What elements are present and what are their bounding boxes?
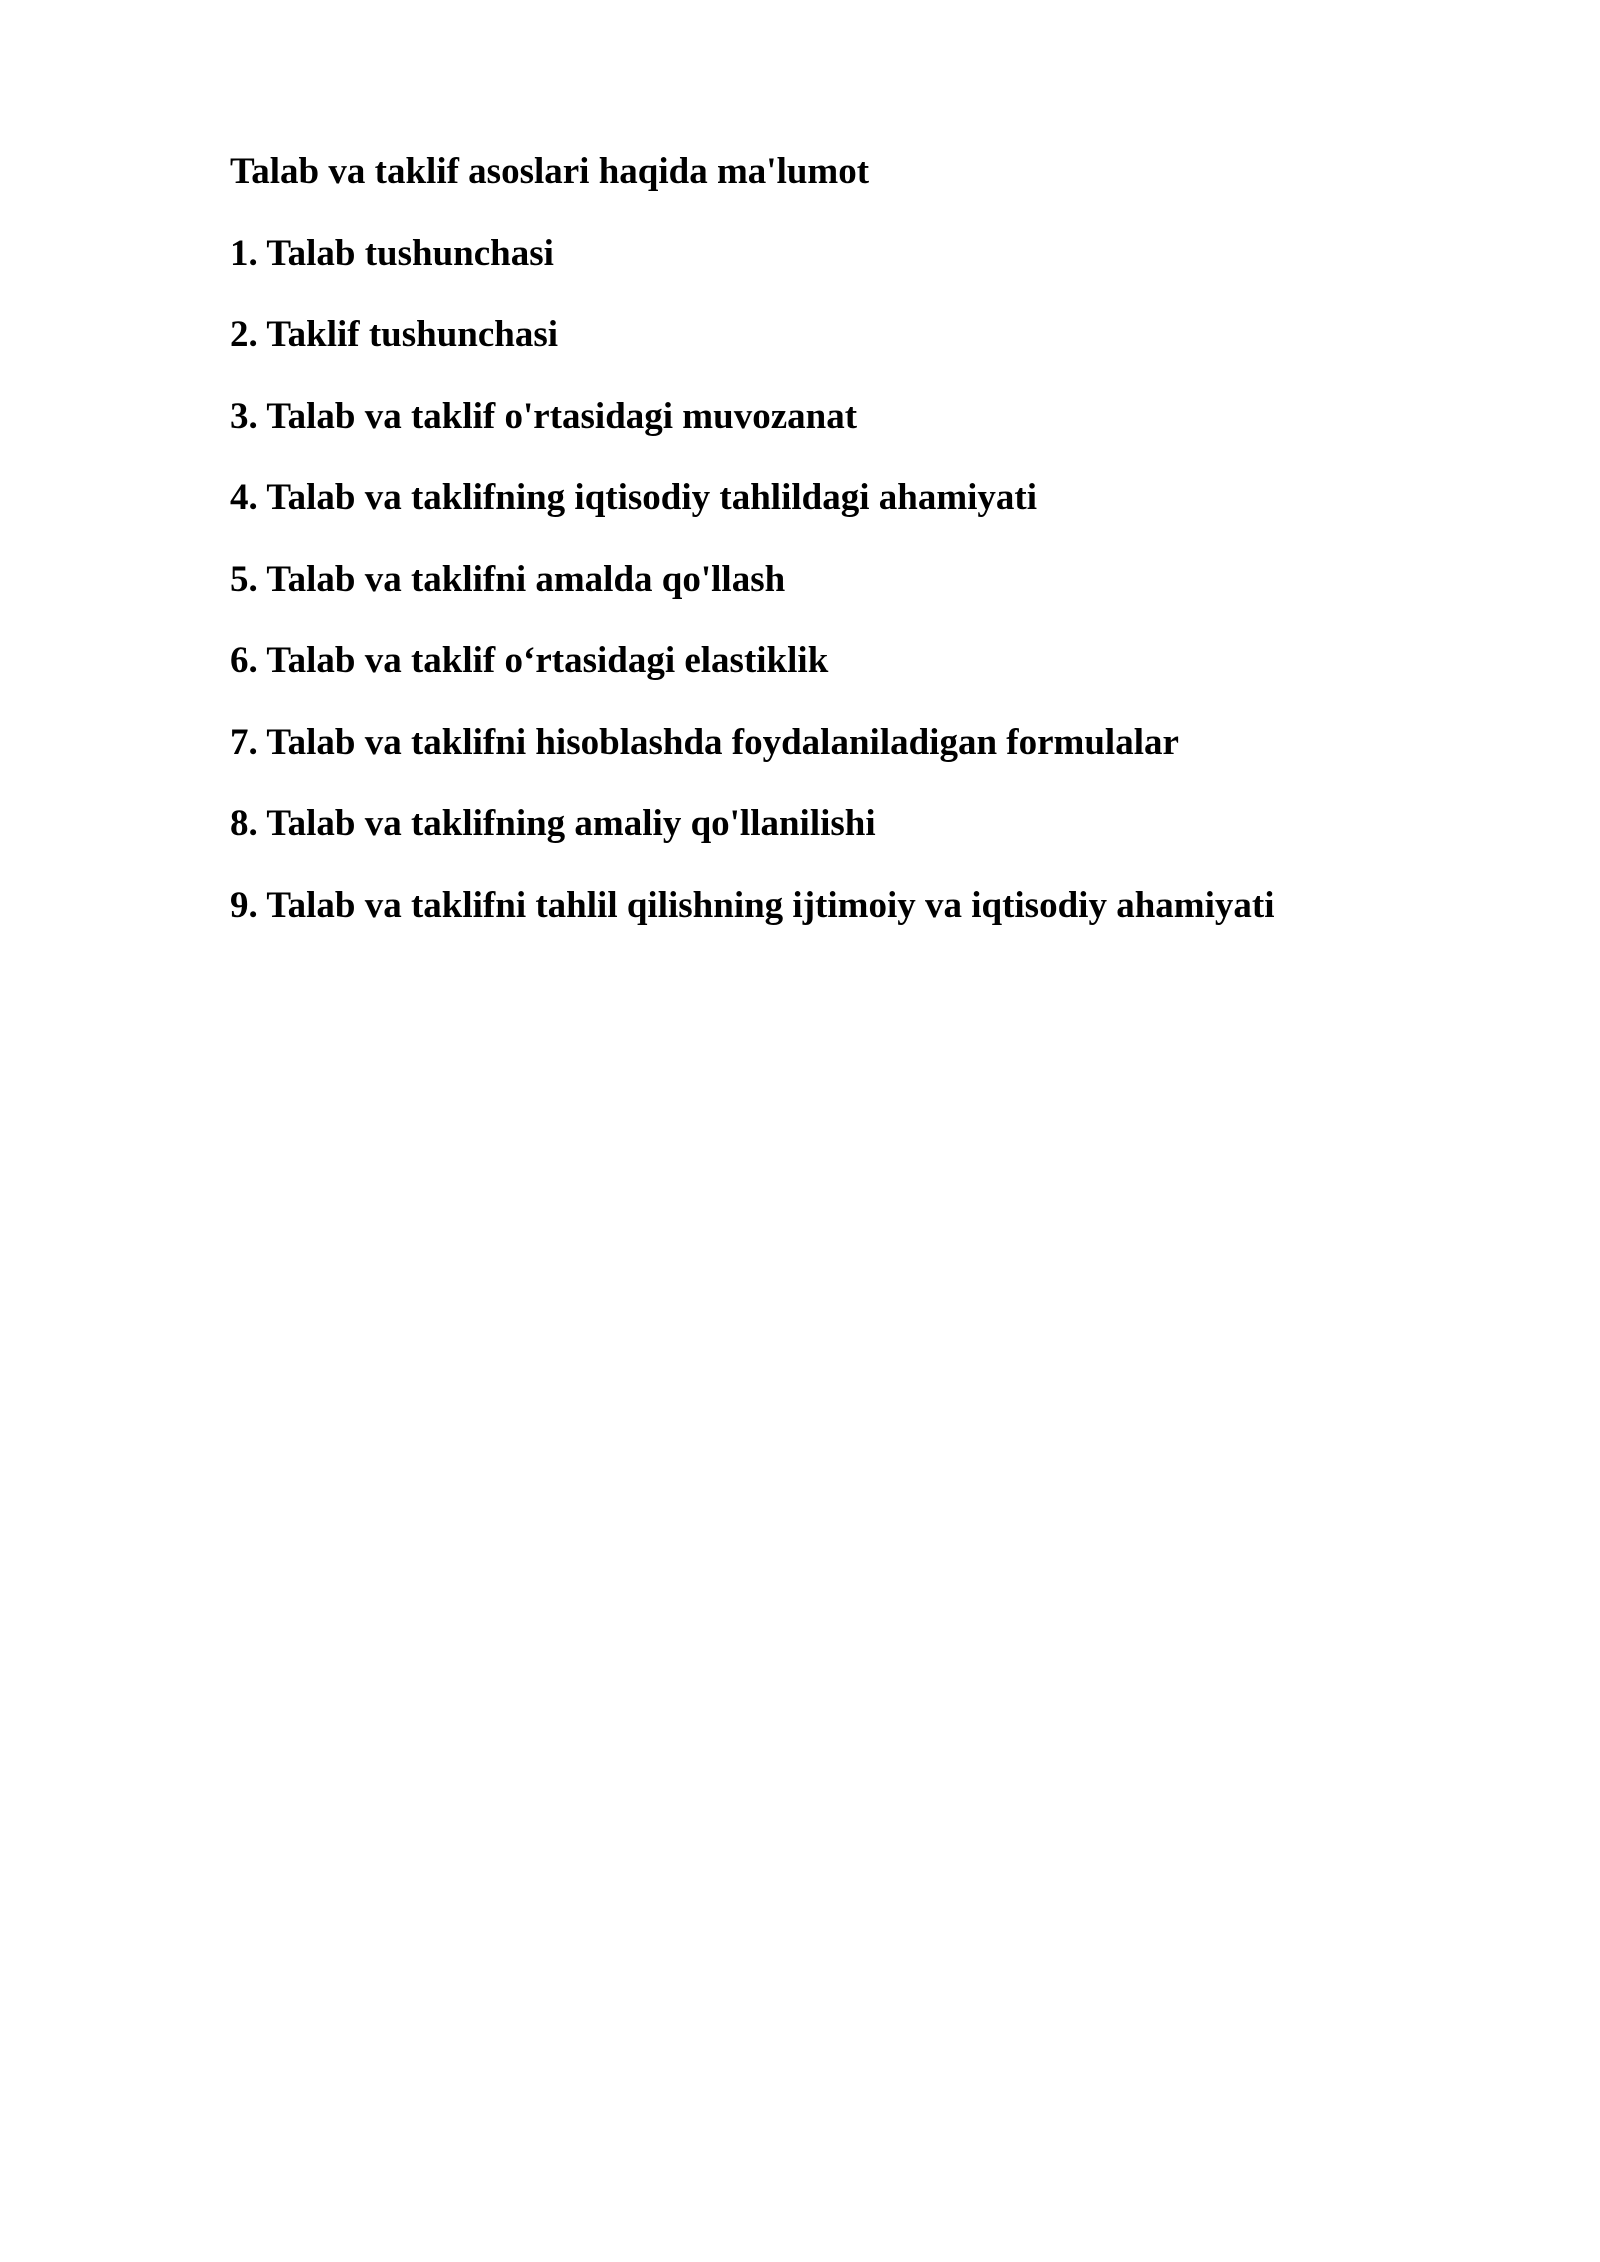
list-item-8: 8. Talab va taklifning amaliy qo'llanilishi (230, 803, 876, 844)
list-item-3: 3. Talab va taklif o'rtasidagi muvozanat (230, 395, 858, 437)
list-item-4: 4. Talab va taklifning iqtisodiy tahlildagi ahamiyati (230, 477, 1038, 518)
document-title: Talab va taklif asoslari haqida ma'lumot (230, 151, 870, 192)
list-item-2: 2. Taklif tushunchasi (230, 314, 559, 355)
list-item-1: 1. Talab tushunchasi (230, 232, 554, 274)
list-item-9: 9. Talab va taklifni tahlil qilishning ijtimoiy va iqtisodiy ahamiyati (230, 884, 1275, 926)
list-item-7: 7. Talab va taklifni hisoblashda foydalaniladigan formulalar (230, 721, 1179, 763)
document-content (230, 150, 1430, 965)
list-item-6: 6. Talab va taklif o‘rtasidagi elastiklik (230, 640, 829, 681)
list-item-5: 5. Talab va taklifni amalda qo'llash (230, 558, 786, 600)
